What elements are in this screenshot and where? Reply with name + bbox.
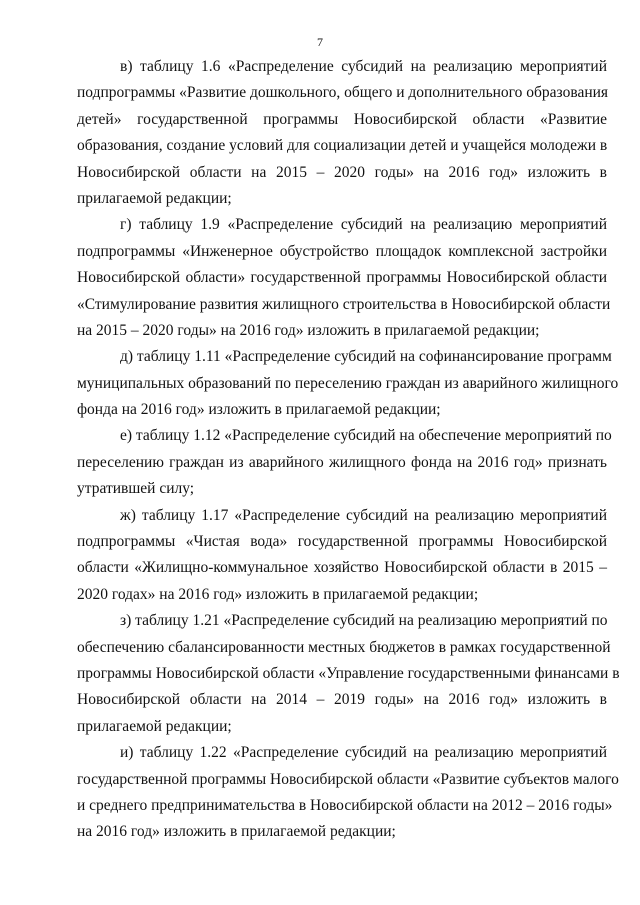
text-line: в) таблицу 1.6 «Распределение субсидий на реализацию мероприятий bbox=[120, 58, 607, 75]
text-line: д) таблицу 1.11 «Распределение субсидий на софинансирование программ bbox=[120, 348, 612, 366]
text-line: фонда на 2016 год» изложить в прилагаемой редакции; bbox=[77, 401, 441, 419]
text-line: Новосибирской области» государственной программы Новосибирской области bbox=[77, 269, 607, 287]
paragraph-e bbox=[77, 423, 612, 502]
text-line: образования, создание условий для социализации детей и учащейся молодежи в bbox=[77, 137, 608, 155]
text-line: утратившей силу; bbox=[77, 480, 195, 498]
text-line: на 2016 год» изложить в прилагаемой редакции; bbox=[77, 823, 396, 841]
text-line: государственной программы Новосибирской области «Развитие субъектов малого bbox=[77, 770, 619, 788]
text-line: подпрограммы «Инженерное обустройство площадок комплексной застройки bbox=[77, 242, 607, 260]
text-line: детей» государственной программы Новосибирской области «Развитие bbox=[77, 110, 607, 128]
text-line: «Стимулирование развития жилищного строительства в Новосибирской области bbox=[77, 295, 611, 313]
paragraph-g bbox=[77, 212, 611, 344]
text-line: 2020 годах» на 2016 год» изложить в прилагаемой редакции; bbox=[77, 585, 479, 603]
text-line: переселению граждан из аварийного жилищного фонда на 2016 год» признать bbox=[77, 453, 607, 471]
text-line: области «Жилищно-коммунальное хозяйство Новосибирской области в 2015 – bbox=[77, 559, 607, 577]
text-line: подпрограммы «Развитие дошкольного, общего и дополнительного образования bbox=[77, 84, 609, 102]
text-line: и среднего предпринимательства в Новосибирской области на 2012 – 2016 годы» bbox=[77, 796, 613, 814]
text-line: ж) таблицу 1.17 «Распределение субсидий на реализацию мероприятий bbox=[120, 506, 607, 524]
text-line: е) таблицу 1.12 «Распределение субсидий на обеспечение мероприятий по bbox=[120, 427, 612, 445]
text-line: прилагаемой редакции; bbox=[77, 189, 232, 207]
text-line: Новосибирской области на 2014 – 2019 годы» на 2016 год» изложить в bbox=[77, 691, 607, 709]
text-line: программы Новосибирской области «Управление государственными финансами в bbox=[77, 664, 620, 682]
text-line: прилагаемой редакции; bbox=[77, 717, 232, 735]
paragraph-v bbox=[77, 54, 607, 212]
paragraph-d bbox=[77, 344, 619, 423]
text-line: подпрограммы «Чистая вода» государственной программы Новосибирской bbox=[77, 533, 607, 551]
document-body bbox=[77, 54, 620, 846]
text-line: Новосибирской области на 2015 – 2020 годы» на 2016 год» изложить в bbox=[77, 163, 607, 181]
paragraph-zh bbox=[77, 503, 607, 609]
text-line: муниципальных образований по переселению граждан из аварийного жилищного bbox=[77, 374, 619, 392]
text-line: на 2015 – 2020 годы» на 2016 год» изложить в прилагаемой редакции; bbox=[77, 321, 540, 339]
text-line: обеспечению сбалансированности местных бюджетов в рамках государственной bbox=[77, 638, 611, 656]
text-line: г) таблицу 1.9 «Распределение субсидий на реализацию мероприятий bbox=[120, 216, 607, 234]
text-line: и) таблицу 1.22 «Распределение субсидий на реализацию мероприятий bbox=[120, 744, 607, 762]
paragraph-z bbox=[77, 608, 620, 740]
page-number: 7 bbox=[317, 35, 323, 49]
paragraph-i bbox=[77, 740, 619, 846]
text-line: з) таблицу 1.21 «Распределение субсидий на реализацию мероприятий по bbox=[120, 612, 608, 630]
